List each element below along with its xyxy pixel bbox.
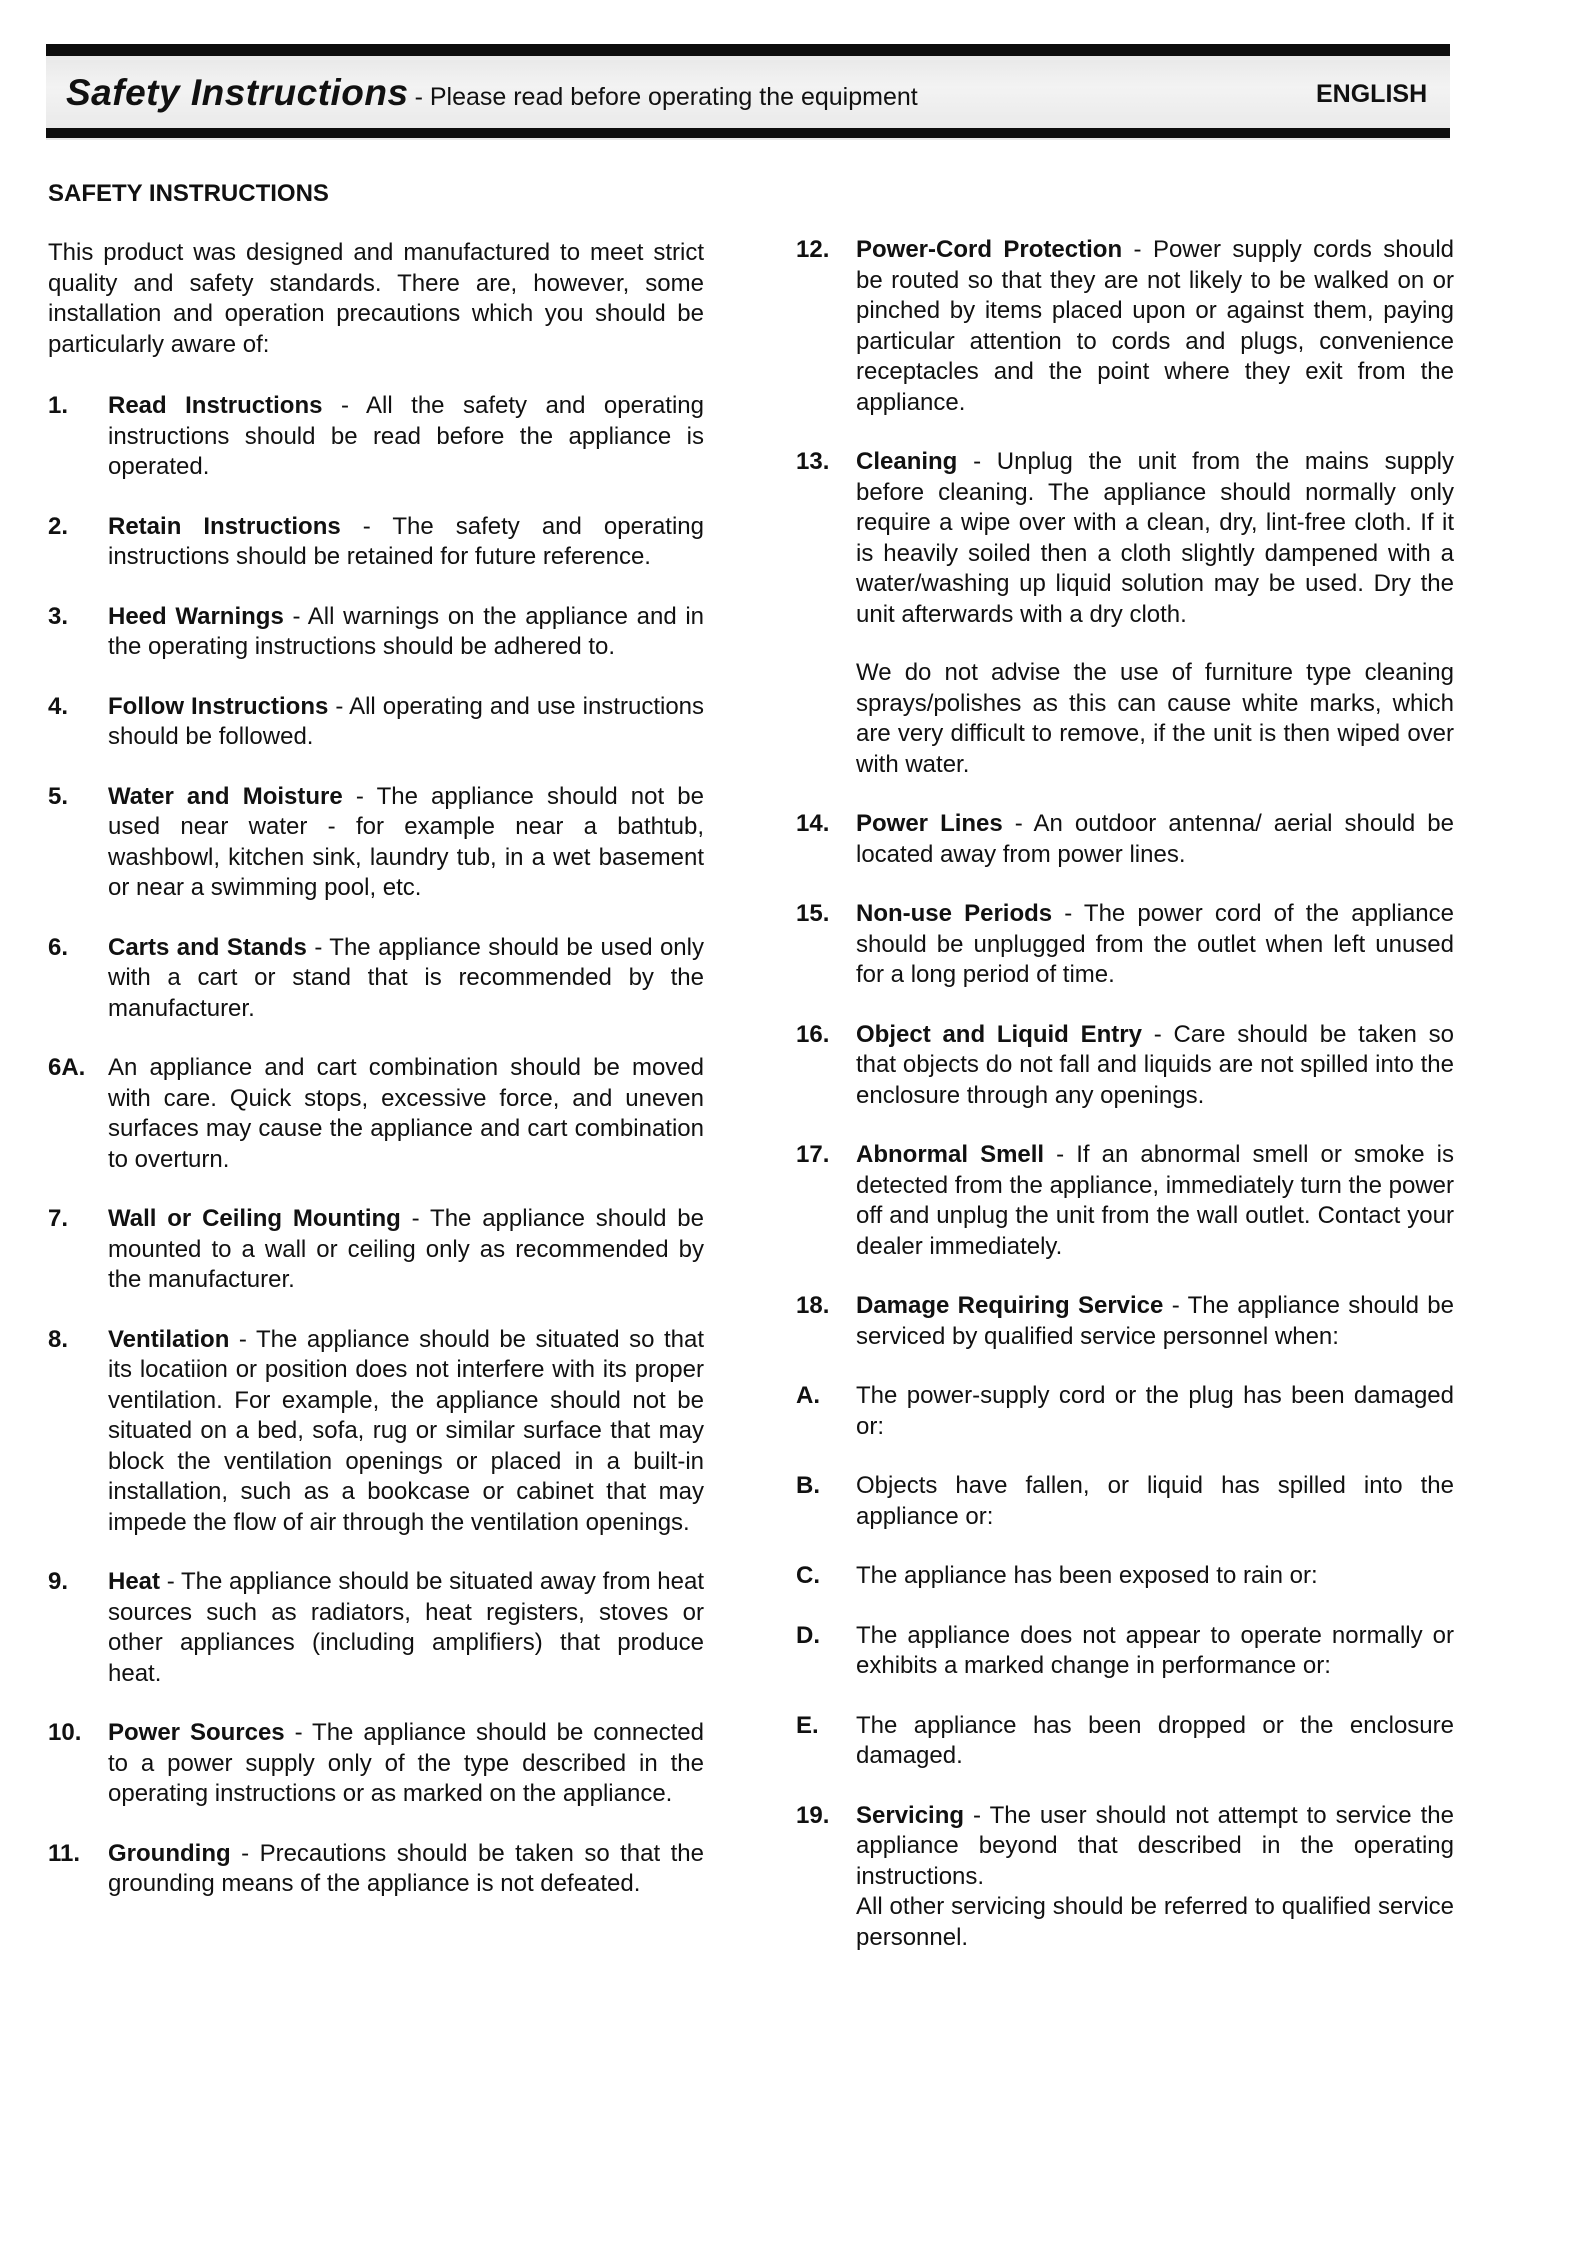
item-number: 2. (48, 512, 69, 540)
item-number: 12. (796, 236, 830, 263)
right-instruction-list (796, 235, 1454, 1953)
instruction-item (48, 1204, 704, 1296)
item-body (856, 1020, 1454, 1112)
item-number: E. (796, 1711, 819, 1739)
item-text: - Unplug the unit from the mains supply before cleaning. The appliance should normally only require a wipe over with a clean, dry, lint-free cloth. If it is heavily soiled then a cloth slightly dampened with a water/washing up liquid solution may be used. Dry the unit afterwards with a dry cloth. (856, 448, 1454, 628)
item-number: 19. (796, 1801, 830, 1829)
item-paragraph (856, 1621, 1454, 1682)
item-body (108, 1718, 704, 1810)
item-number: 14. (796, 810, 830, 837)
item-text: - The appliance should be situated away from heat sources such as radiators, heat registers, stoves or other appliances (including amplifiers) that produce heat. (108, 1568, 704, 1687)
item-text: - The appliance should be connected to a power supply only of the type described in the operating instructions or as marked on the appliance. (108, 1719, 704, 1807)
item-paragraph (108, 1718, 704, 1810)
item-number: C. (796, 1562, 820, 1589)
language-label: ENGLISH (1316, 80, 1428, 108)
item-title: Power Sources (108, 1719, 285, 1746)
instruction-item (796, 447, 1454, 780)
item-text: - All warnings on the appliance and in the operating instructions should be adhered to. (108, 602, 705, 660)
item-body (108, 512, 704, 573)
instruction-item (48, 692, 704, 753)
item-body (108, 692, 704, 753)
instruction-item (796, 809, 1454, 870)
item-text: - The user should not attempt to service the appliance beyond that described in the operating instructions. (856, 1801, 1454, 1890)
instruction-item (48, 1567, 704, 1689)
item-number: 4. (48, 692, 69, 720)
item-paragraph (108, 692, 704, 753)
item-text: - The appliance should be mounted to a wall or ceiling only as recommended by the manufacturer. (108, 1205, 704, 1293)
page-title (66, 72, 918, 114)
item-title: Abnormal Smell (856, 1141, 1045, 1168)
item-body (108, 391, 704, 483)
item-paragraph (856, 809, 1454, 870)
instruction-item (48, 782, 704, 904)
instruction-item (796, 1471, 1454, 1532)
item-paragraph (856, 447, 1454, 630)
item-paragraph (108, 1567, 704, 1689)
instruction-item (48, 1718, 704, 1810)
item-paragraph (108, 933, 704, 1025)
item-body (108, 933, 704, 1025)
item-paragraph (108, 1325, 704, 1539)
item-number: A. (796, 1382, 820, 1409)
item-number: 6. (48, 933, 69, 961)
item-paragraph (856, 1020, 1454, 1112)
item-text: - The appliance should not be used near water - for example near a bathtub, washbowl, kitchen sink, laundry tub, in a wet basement or near a swimming pool, etc. (108, 782, 704, 901)
item-paragraph (108, 1204, 704, 1296)
item-number: 8. (48, 1325, 69, 1353)
left-instruction-list (48, 391, 704, 1900)
item-paragraph (856, 1801, 1454, 1893)
item-text: - All the safety and operating instructions should be read before the appliance is operated. (108, 392, 705, 480)
instruction-item (48, 1839, 704, 1900)
section-heading: SAFETY INSTRUCTIONS (48, 180, 329, 207)
item-paragraph (856, 899, 1454, 991)
item-paragraph (108, 391, 704, 483)
instruction-item (48, 1325, 704, 1539)
item-text: - The safety and operating instructions should be retained for future reference. (108, 512, 704, 570)
item-title: Retain Instructions (108, 512, 341, 540)
item-number: 7. (48, 1205, 69, 1232)
item-number: 10. (48, 1719, 82, 1746)
item-body (856, 809, 1454, 870)
item-paragraph (856, 1471, 1454, 1532)
item-text: - The appliance should be serviced by qualified service personnel when: (856, 1292, 1454, 1350)
instruction-item (796, 1140, 1454, 1262)
item-title: Heed Warnings (108, 602, 284, 630)
item-paragraph (856, 1711, 1454, 1772)
item-text: - Precautions should be taken so that the grounding means of the appliance is not defeated. (108, 1839, 704, 1897)
item-number: 5. (48, 782, 69, 810)
item-title: Power-Cord Protection (856, 236, 1123, 263)
instruction-item (796, 235, 1454, 418)
item-text: - The appliance should be situated so that its locatiion or position does not interfere with its proper ventilation. For example, the appliance should not be situated on a bed, sofa, rug or similar surface that may block the ventilation openings or placed in a built-in installation, such as a bookcase or cabinet that may impede the flow of air through the ventilation openings. (108, 1325, 704, 1536)
item-number: 17. (796, 1141, 830, 1168)
item-title: Servicing (856, 1801, 965, 1829)
item-number: B. (796, 1472, 820, 1499)
item-paragraph (108, 512, 704, 573)
item-paragraph (856, 235, 1454, 418)
item-paragraph (108, 1839, 704, 1900)
item-text: The appliance has been exposed to rain or: (856, 1562, 1318, 1589)
instruction-item (48, 391, 704, 483)
item-body (856, 1711, 1454, 1772)
page-title-subtitle: - Please read before operating the equipment (414, 83, 918, 111)
item-paragraph (856, 1291, 1454, 1352)
instruction-item (796, 1801, 1454, 1954)
item-body (108, 782, 704, 904)
item-text: - Care should be taken so that objects do not fall and liquids are not spilled into the enclosure through any openings. (856, 1020, 1454, 1109)
item-number: 1. (48, 392, 69, 419)
item-body (856, 1621, 1454, 1682)
instruction-item (48, 512, 704, 573)
item-title: Damage Requiring Service (856, 1292, 1164, 1319)
item-body (856, 447, 1454, 780)
instruction-item (48, 602, 704, 663)
item-body (108, 1839, 704, 1900)
right-column (796, 235, 1454, 1953)
instruction-item (796, 1561, 1454, 1592)
item-number: 13. (796, 448, 830, 475)
item-text: The appliance has been dropped or the enclosure damaged. (856, 1711, 1454, 1769)
instruction-item (796, 1020, 1454, 1112)
instruction-item (796, 1711, 1454, 1772)
item-title: Follow Instructions (108, 692, 329, 720)
item-body (108, 1567, 704, 1689)
item-body (108, 1204, 704, 1296)
item-number: 9. (48, 1568, 69, 1595)
item-extra-paragraph: We do not advise the use of furniture type cleaning sprays/polishes as this can cause white marks, which are very difficult to remove, if the unit is then wiped over with water. (856, 659, 1454, 778)
intro-paragraph: This product was designed and manufactured to meet strict quality and safety standards. There are, however, some installation and operation precautions which you should be particularly aware of: (48, 239, 704, 358)
instruction-item (48, 1053, 704, 1175)
item-paragraph (856, 1381, 1454, 1442)
instruction-item (48, 933, 704, 1025)
item-body (108, 1325, 704, 1539)
item-text: - If an abnormal smell or smoke is detected from the appliance, immediately turn the power off and unplug the unit from the wall outlet. Contact your dealer immediately. (856, 1141, 1454, 1260)
item-paragraph (108, 602, 704, 663)
instruction-item (796, 1381, 1454, 1442)
item-number: 6A. (48, 1054, 86, 1081)
item-title: Power Lines (856, 810, 1003, 837)
item-title: Grounding (108, 1839, 231, 1867)
item-text: - All operating and use instructions should be followed. (108, 692, 705, 750)
item-title: Object and Liquid Entry (856, 1020, 1142, 1048)
item-body (108, 602, 704, 663)
item-text: Objects have fallen, or liquid has spilled into the appliance or: (856, 1472, 1454, 1530)
item-text: - The power cord of the appliance should be unplugged from the outlet when left unused for a long period of time. (856, 900, 1454, 988)
item-title: Ventilation (108, 1325, 230, 1353)
item-title: Carts and Stands (108, 933, 307, 961)
item-body (856, 1140, 1454, 1262)
item-body (856, 1291, 1454, 1352)
instruction-item (796, 1291, 1454, 1352)
item-paragraph (108, 782, 704, 904)
item-text: The appliance does not appear to operate normally or exhibits a marked change in performance or: (856, 1621, 1454, 1679)
item-body (108, 1053, 704, 1175)
item-text: - The appliance should be used only with a cart or stand that is recommended by the manufacturer. (108, 933, 704, 1022)
item-extra-paragraph: All other servicing should be referred to qualified service personnel. (856, 1893, 1454, 1951)
item-paragraph (856, 1140, 1454, 1262)
item-body (856, 1561, 1454, 1592)
item-body (856, 1381, 1454, 1442)
instruction-item (796, 1621, 1454, 1682)
item-body (856, 1471, 1454, 1532)
left-column (48, 238, 704, 1900)
item-title: Cleaning (856, 448, 958, 475)
item-paragraph (108, 1053, 704, 1175)
header-bottom-rule (46, 128, 1450, 138)
item-body (856, 1801, 1454, 1954)
item-text: The power-supply cord or the plug has been damaged or: (856, 1382, 1454, 1440)
page-title-main: Safety Instructions (66, 72, 409, 113)
item-body (856, 899, 1454, 991)
item-paragraph (856, 1561, 1454, 1592)
item-number: D. (796, 1621, 820, 1649)
item-title: Non-use Periods (856, 900, 1053, 927)
item-text: - Power supply cords should be routed so that they are not likely to be walked on or pinched by items placed upon or against them, paying particular attention to cords and plugs, convenience receptacles and the point where they exit from the appliance. (856, 236, 1454, 416)
item-number: 3. (48, 602, 69, 630)
item-title: Wall or Ceiling Mounting (108, 1205, 401, 1232)
item-number: 11. (48, 1839, 81, 1867)
item-number: 18. (796, 1292, 830, 1319)
instruction-item (796, 899, 1454, 991)
header-top-rule (46, 44, 1450, 56)
item-title: Heat (108, 1568, 161, 1595)
item-body (856, 235, 1454, 418)
item-number: 15. (796, 900, 830, 927)
item-number: 16. (796, 1020, 830, 1048)
item-title: Read Instructions (108, 392, 323, 419)
item-title: Water and Moisture (108, 782, 343, 810)
item-text: An appliance and cart combination should be moved with care. Quick stops, excessive force, and uneven surfaces may cause the appliance and cart combination to overturn. (108, 1054, 704, 1173)
item-text: - An outdoor antenna/ aerial should be located away from power lines. (856, 810, 1455, 868)
